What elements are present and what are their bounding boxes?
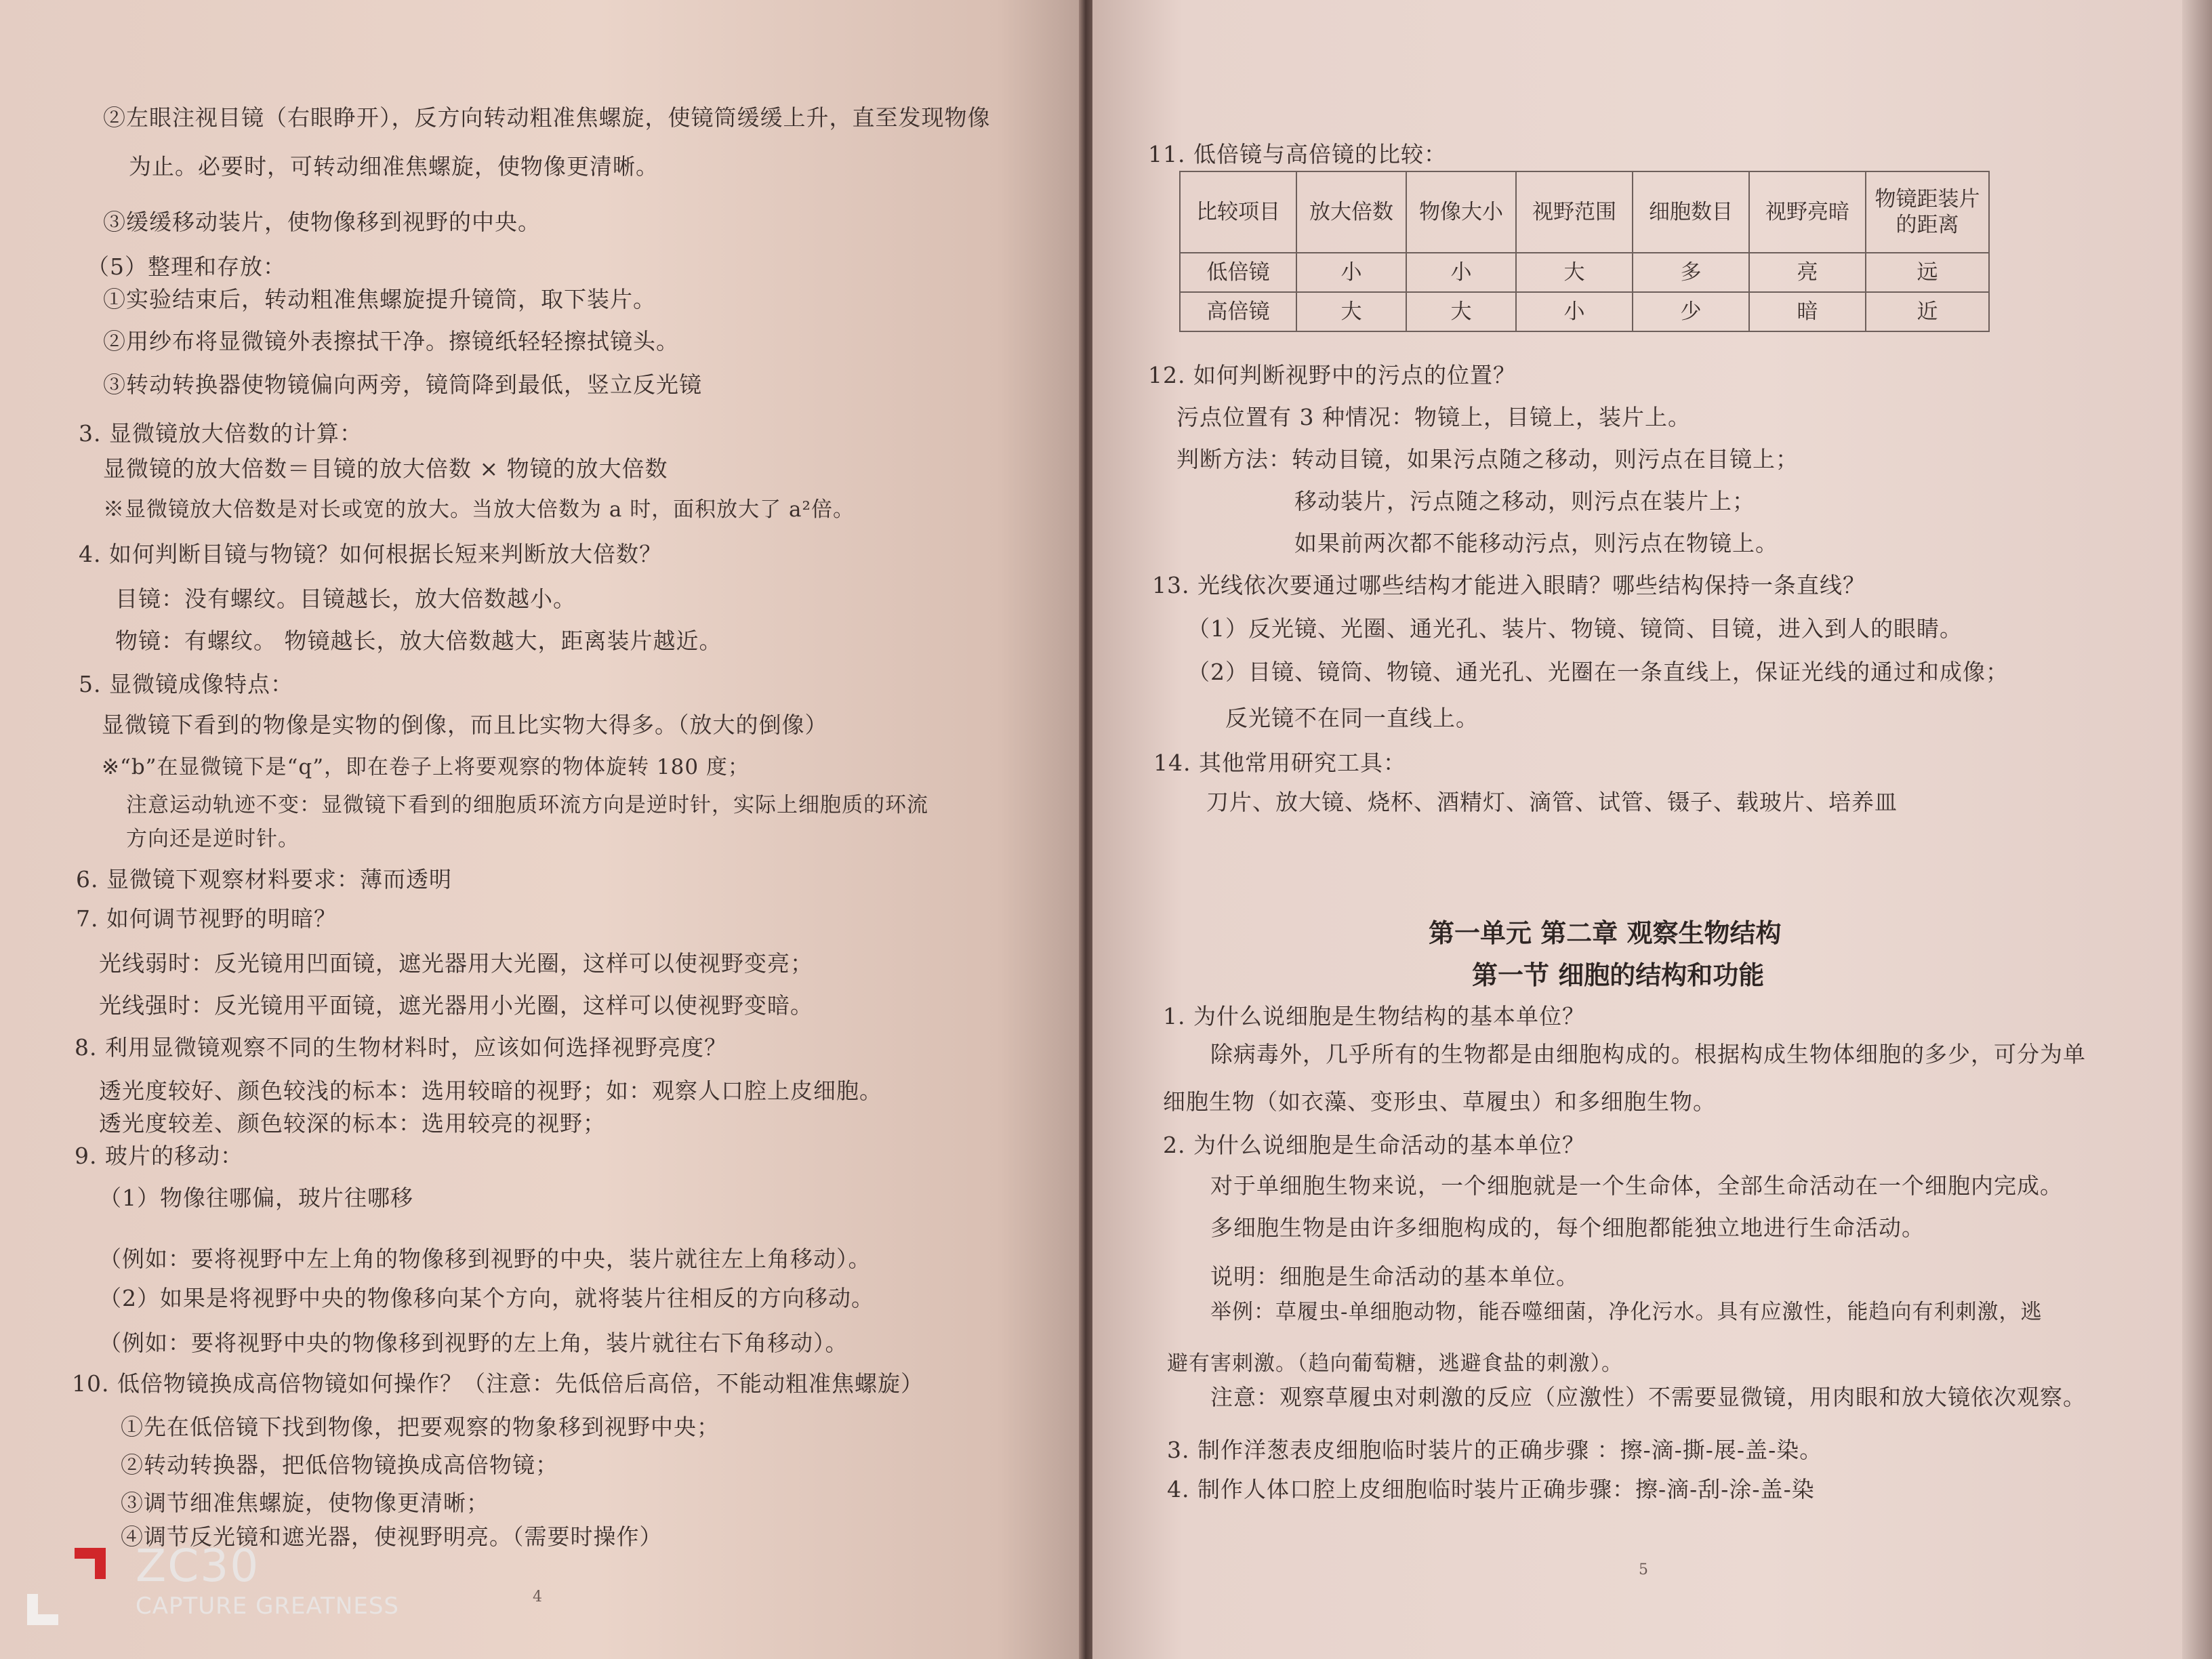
text-line: 显微镜下看到的物像是实物的倒像，而且比实物大得多。（放大的倒像）	[102, 712, 828, 738]
watermark-tagline: CAPTURE GREATNESS	[136, 1593, 399, 1620]
text-line: 13. 光线依次要通过哪些结构才能进入眼睛？哪些结构保持一条直线？	[1152, 572, 1866, 598]
text-line: 细胞生物（如衣藻、变形虫、草履虫）和多细胞生物。	[1163, 1088, 1716, 1115]
text-line: （例如：要将视野中左上角的物像移到视野的中央，装片就往左上角移动）。	[99, 1246, 872, 1272]
text-line: ②用纱布将显微镜外表擦拭干净。擦镜纸轻轻擦拭镜头。	[103, 328, 679, 354]
table-cell: 远	[1866, 253, 1989, 292]
table-cell: 少	[1633, 292, 1749, 331]
text-line: 9. 玻片的移动：	[75, 1143, 243, 1169]
text-line: 3. 显微镜放大倍数的计算：	[79, 420, 363, 447]
text-line: 5. 显微镜成像特点：	[79, 671, 293, 697]
table-cell: 大	[1406, 292, 1516, 331]
text-line: 物镜：有螺纹。 物镜越长，放大倍数越大，距离装片越近。	[115, 628, 722, 654]
text-line: ②转动转换器，把低倍物镜换成高倍物镜；	[121, 1452, 558, 1478]
table-row	[1180, 292, 1989, 331]
text-line: 7. 如何调节视野的明暗？	[76, 905, 337, 932]
text-line: （1）物像往哪偏，玻片往哪移	[99, 1185, 413, 1211]
table-cell: 亮	[1749, 253, 1866, 292]
text-line: 避有害刺激。（趋向葡萄糖，逃避食盐的刺激）。	[1167, 1351, 1623, 1376]
comparison-table	[1179, 171, 1990, 332]
text-line: 判断方法：转动目镜，如果污点随之移动，则污点在目镜上；	[1176, 446, 1799, 472]
table-header: 细胞数目	[1633, 171, 1749, 253]
text-line: 6. 显微镜下观察材料要求：薄而透明	[76, 866, 452, 893]
text-line: 对于单细胞生物来说，一个细胞就是一个生命体，全部生命活动在一个细胞内完成。	[1210, 1172, 2063, 1199]
text-line: ※显微镜放大倍数是对长或宽的放大。当放大倍数为 a 时，面积放大了 a²倍。	[103, 497, 855, 522]
table-cell: 小	[1516, 292, 1633, 331]
text-line: 14. 其他常用研究工具：	[1153, 750, 1406, 776]
text-line: 移动装片，污点随之移动，则污点在装片上；	[1294, 488, 1755, 514]
text-line: 1. 为什么说细胞是生物结构的基本单位？	[1163, 1003, 1585, 1029]
text-line: 反光镜不在同一直线上。	[1225, 705, 1479, 731]
table-header: 放大倍数	[1296, 171, 1406, 253]
table-cell: 低倍镜	[1180, 253, 1296, 292]
text-line: 方向还是逆时针。	[126, 827, 300, 851]
table-row	[1180, 253, 1989, 292]
text-line: 污点位置有 3 种情况：物镜上，目镜上，装片上。	[1176, 404, 1691, 430]
left-page	[0, 0, 1084, 1659]
table-cell: 大	[1516, 253, 1633, 292]
table-header: 物像大小	[1406, 171, 1516, 253]
table-header: 视野亮暗	[1749, 171, 1866, 253]
question-11: 11. 低倍镜与高倍镜的比较：	[1148, 141, 1447, 167]
text-line: 目镜：没有螺纹。目镜越长，放大倍数越小。	[115, 586, 576, 612]
text-line: 为止。必要时，可转动细准焦螺旋，使物像更清晰。	[129, 153, 659, 180]
book-gutter	[1079, 0, 1092, 1659]
text-line: 光线强时：反光镜用平面镜，遮光器用小光圈，这样可以使视野变暗。	[99, 992, 813, 1019]
text-line: 说明：细胞是生命活动的基本单位。	[1210, 1263, 1579, 1290]
table-cell: 小	[1296, 253, 1406, 292]
table-cell: 小	[1406, 253, 1516, 292]
text-line: 光线弱时：反光镜用凹面镜，遮光器用大光圈，这样可以使视野变亮；	[99, 950, 813, 977]
text-line: 注意运动轨迹不变：显微镜下看到的细胞质环流方向是逆时针，实际上细胞质的环流	[126, 793, 928, 817]
text-line: 4. 制作人体口腔上皮细胞临时装片正确步骤：擦-滴-刮-涂-盖-染	[1167, 1476, 1815, 1502]
text-line: ①实验结束后，转动粗准焦螺旋提升镜筒，取下装片。	[103, 286, 656, 312]
text-line: 除病毒外，几乎所有的生物都是由细胞构成的。根据构成生物体细胞的多少，可分为单	[1210, 1041, 2086, 1067]
section-title: 第一单元 第二章 观察生物结构	[1429, 918, 1782, 948]
text-line: （1）反光镜、光圈、通光孔、装片、物镜、镜筒、目镜，进入到人的眼睛。	[1187, 615, 1963, 642]
right-page	[1092, 0, 2212, 1659]
text-line: 多细胞生物是由许多细胞构成的，每个细胞都能独立地进行生命活动。	[1210, 1214, 1925, 1241]
text-line: （5）整理和存放：	[87, 253, 286, 280]
table-cell: 近	[1866, 292, 1989, 331]
text-line: 2. 为什么说细胞是生命活动的基本单位？	[1163, 1132, 1585, 1158]
table-header	[1866, 171, 1989, 253]
text-line: 如果前两次都不能移动污点，则污点在物镜上。	[1294, 530, 1778, 556]
table-header-line: 物镜距装片	[1875, 187, 1980, 211]
table-cell: 大	[1296, 292, 1406, 331]
table-cell: 暗	[1749, 292, 1866, 331]
text-line: （2）如果是将视野中央的物像移向某个方向，就将装片往相反的方向移动。	[99, 1285, 874, 1311]
text-line: （例如：要将视野中央的物像移到视野的左上角，装片就往右下角移动）。	[99, 1330, 848, 1356]
table-header: 比较项目	[1180, 171, 1296, 253]
text-line: （2）目镜、镜筒、物镜、通光孔、光圈在一条直线上，保证光线的通过和成像；	[1187, 659, 2009, 685]
text-line: 3. 制作洋葱表皮细胞临时装片的正确步骤 ：擦-滴-撕-展-盖-染。	[1167, 1437, 1823, 1463]
text-line: ①先在低倍镜下找到物像，把要观察的物象移到视野中央；	[121, 1414, 720, 1440]
watermark-brand: ZC30	[136, 1540, 260, 1592]
text-line: ②左眼注视目镜（右眼睁开），反方向转动粗准焦螺旋，使镜筒缓缓上升，直至发现物像	[103, 104, 991, 131]
text-line: 4. 如何判断目镜与物镜？如何根据长短来判断放大倍数？	[79, 541, 662, 567]
text-line: 透光度较差、颜色较深的标本：选用较亮的视野；	[99, 1110, 606, 1136]
table-cell: 多	[1633, 253, 1749, 292]
section-subtitle: 第一节 细胞的结构和功能	[1472, 960, 1765, 990]
camera-watermark	[136, 1542, 399, 1620]
table-header: 视野范围	[1516, 171, 1633, 253]
text-line: 10. 低倍物镜换成高倍物镜如何操作？（注意：先低倍后高倍，不能动粗准焦螺旋）	[72, 1370, 924, 1397]
camera-logo-red-icon	[75, 1548, 106, 1579]
table-cell: 高倍镜	[1180, 292, 1296, 331]
camera-logo-white-icon	[27, 1594, 58, 1625]
text-line: ※“b”在显微镜下是“q”，即在卷子上将要观察的物体旋转 180 度；	[102, 755, 750, 779]
text-line: ③转动转换器使物镜偏向两旁，镜筒降到最低，竖立反光镜	[103, 371, 702, 398]
text-line: ③调节细准焦螺旋，使物像更清晰；	[121, 1490, 489, 1516]
page-edge	[2182, 0, 2212, 1659]
table-header-line: 的距离	[1896, 213, 1959, 237]
text-line: ④调节反光镜和遮光器，使视野明亮。（需要时操作）	[121, 1523, 663, 1550]
text-line: 透光度较好、颜色较浅的标本：选用较暗的视野；如：观察人口腔上皮细胞。	[99, 1078, 882, 1104]
text-line: 显微镜的放大倍数＝目镜的放大倍数 × 物镜的放大倍数	[103, 455, 668, 482]
text-line: ③缓缓移动装片，使物像移到视野的中央。	[103, 209, 541, 235]
text-line: 注意：观察草履虫对刺激的反应（应激性）不需要显微镜，用肉眼和放大镜依次观察。	[1210, 1384, 2086, 1410]
page-number: 5	[1639, 1561, 1648, 1578]
text-line: 12. 如何判断视野中的污点的位置？	[1148, 362, 1516, 388]
text-line: 举例：草履虫-单细胞动物，能吞噬细菌，净化污水。具有应激性，能趋向有利刺激，逃	[1210, 1300, 2043, 1324]
text-line: 8. 利用显微镜观察不同的生物材料时，应该如何选择视野亮度？	[75, 1034, 727, 1061]
text-line: 刀片、放大镜、烧杯、酒精灯、滴管、试管、镊子、载玻片、培养皿	[1206, 789, 1898, 815]
page-number: 4	[533, 1589, 542, 1605]
